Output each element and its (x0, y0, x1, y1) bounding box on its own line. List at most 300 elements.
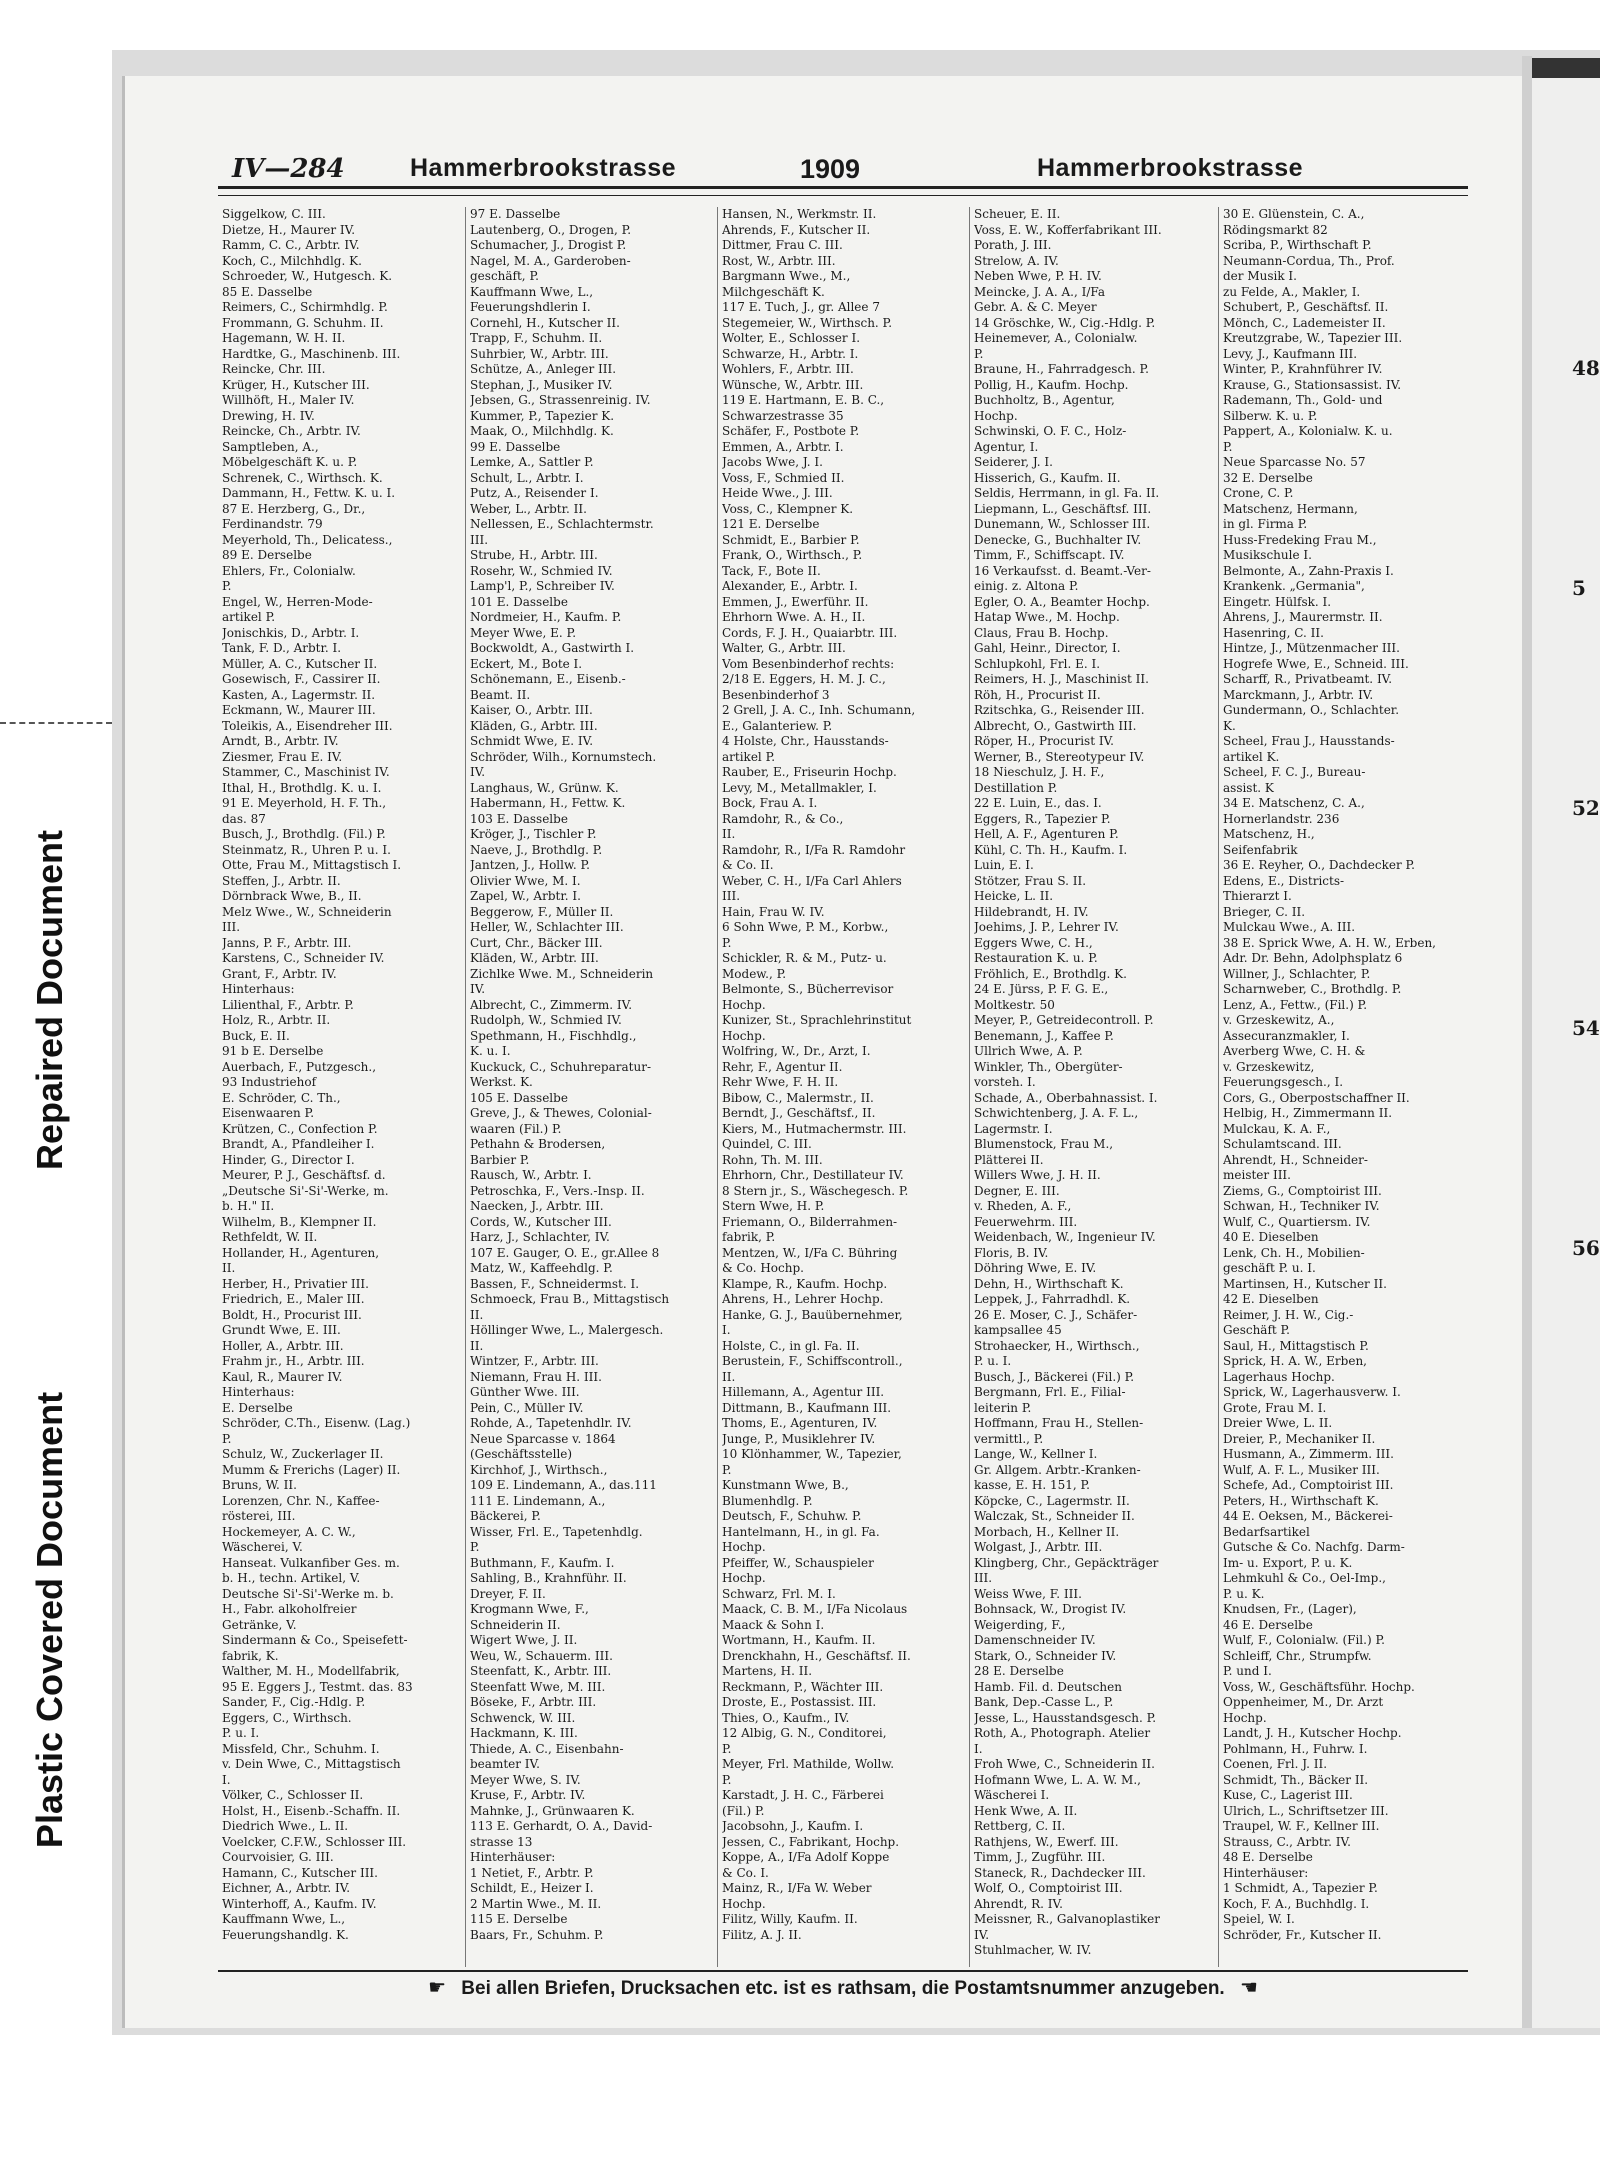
directory-entry: Röh, H., Procurist II. (974, 687, 1101, 702)
directory-entry: Heide Wwe., J. III. (722, 486, 833, 500)
directory-entry: Levy, M., Metallmakler, I. (722, 780, 877, 795)
directory-entry: Winterhoff, A., Kaufm. IV. (222, 1896, 377, 1911)
directory-entry: Buck, E. II. (222, 1028, 290, 1043)
directory-entry: Schmoeck, Frau B., Mittagstisch (470, 1292, 670, 1306)
directory-entry: Trapp, F., Schuhm. II. (470, 331, 603, 345)
directory-entry: 99 E. Dasselbe (470, 439, 561, 454)
directory-entry: 34 E. Matschenz, C. A., (1223, 796, 1365, 810)
directory-entry: Wulf, F., Colonialw. (Fil.) P. (1223, 1633, 1385, 1647)
directory-entry: Lautenberg, O., Drogen, P. (470, 222, 632, 237)
directory-entry: II. (722, 827, 736, 841)
directory-entry: Seldis, Herrmann, in gl. Fa. II. (974, 486, 1160, 500)
page-edge (1522, 56, 1532, 2028)
directory-entry: 117 E. Tuch, J., gr. Allee 7 (722, 300, 880, 314)
directory-entry: Schwinski, O. F. C., Holz- (974, 424, 1127, 438)
directory-entry: geschäft, P. (470, 269, 539, 283)
directory-entry: Petroschka, F., Vers.-Insp. II. (470, 1183, 645, 1198)
directory-entry: Hatap Wwe., M. Hochp. (974, 610, 1120, 624)
directory-entry: III. (470, 532, 489, 547)
directory-entry: Lamp'l, P., Schreiber IV. (470, 579, 615, 593)
directory-entry: 113 E. Gerhardt, O. A., David- (470, 1819, 653, 1833)
directory-entry: Wortmann, H., Kaufm. II. (722, 1633, 876, 1647)
directory-entry: Hochp. (974, 408, 1018, 423)
directory-entry: Cors, G., Oberpostschaffner II. (1223, 1090, 1410, 1105)
directory-entry: Eggers, C., Wirthsch. (222, 1710, 352, 1725)
directory-entry: Missfeld, Chr., Schuhm. I. (222, 1741, 380, 1756)
directory-entry: Ramdohr, R., & Co., (722, 811, 844, 826)
directory-entry: 14 Gröschke, W., Cig.-Hdlg. P. (974, 315, 1156, 330)
directory-entry: Eggers Wwe, C. H., (974, 935, 1093, 950)
directory-entry: Kaul, R., Maurer IV. (222, 1369, 343, 1384)
directory-entry: Greve, J., & Thewes, Colonial- (470, 1106, 652, 1120)
directory-entry: E., Galanteriew. P. (722, 718, 833, 733)
directory-entry: Wulf, C., Quartiersm. IV. (1223, 1214, 1371, 1229)
directory-entry: Schwan, H., Techniker IV. (1223, 1199, 1380, 1213)
directory-entry: Kröger, J., Tischler P. (470, 827, 597, 841)
directory-entry: Matz, W., Kaffeehdlg. P. (470, 1261, 613, 1275)
adjacent-page-fragment (1532, 58, 1600, 2028)
directory-entry: Schütze, A., Anleger III. (470, 362, 617, 376)
directory-entry: Schröder, C.Th., Eisenw. (Lag.) (222, 1416, 411, 1430)
plastic-covered-document-label (10, 1340, 90, 1900)
directory-entry: Jesse, L., Hausstandsgesch. P. (974, 1710, 1157, 1725)
directory-entry: Schönemann, E., Eisenb.- (470, 672, 626, 686)
directory-entry: assist. K (1223, 780, 1274, 795)
directory-entry: Koch, F. A., Buchhdlg. I. (1223, 1896, 1370, 1911)
directory-entry: Wohlers, F., Arbtr. III. (722, 362, 854, 376)
header-rule (218, 186, 1468, 196)
directory-entry: Naecken, J., Arbtr. III. (470, 1199, 604, 1213)
directory-entry: Dittmann, B., Kaufmann III. (722, 1400, 892, 1415)
directory-entry: 91 b E. Derselbe (222, 1044, 324, 1058)
directory-entry: Ehrhorn Wwe. A. H., II. (722, 610, 866, 624)
directory-entry: Blumenhdlg. P. (722, 1493, 813, 1508)
directory-entry: Adr. Dr. Behn, Adolphsplatz 6 (1223, 951, 1403, 965)
directory-entry: Feuerungshdlerin I. (470, 300, 591, 314)
directory-entry: Klingberg, Chr., Gepäckträger (974, 1555, 1159, 1570)
directory-entry: 30 E. Glüenstein, C. A., (1223, 207, 1365, 221)
directory-entry: Gutsche & Co. Nachfg. Darm- (1223, 1540, 1405, 1554)
directory-entry: Langhaus, W., Grünw. K. (470, 780, 619, 795)
adjacent-number: 52 (1572, 796, 1600, 820)
directory-entry: 1 Netiet, F., Arbtr. P. (470, 1865, 594, 1880)
directory-entry: Joehims, J. P., Lehrer IV. (974, 920, 1119, 934)
directory-entry: Kuse, C., Lagerist III. (1223, 1788, 1353, 1802)
directory-entry: Voss, F., Schmied II. (722, 470, 845, 485)
directory-entry: Döhring Wwe, E. IV. (974, 1261, 1097, 1275)
repaired-document-label (10, 700, 90, 1300)
directory-entry: Harz, J., Schlachter, IV. (470, 1230, 610, 1244)
directory-entry: Kunizer, St., Sprachlehrinstitut (722, 1013, 912, 1027)
directory-entry: Mentzen, W., I/Fa C. Bühring (722, 1245, 898, 1260)
directory-entry: Hantelmann, H., in gl. Fa. (722, 1524, 880, 1539)
directory-entry: Edens, E., Districts- (1223, 873, 1345, 888)
directory-entry: Scheuer, E. II. (974, 207, 1061, 221)
directory-entry: Willner, J., Schlachter, P. (1223, 966, 1371, 981)
directory-entry: Bockwoldt, A., Gastwirth I. (470, 641, 635, 655)
directory-entry: Bergmann, Frl. E., Filial- (974, 1385, 1126, 1399)
directory-entry: Holste, C., in gl. Fa. II. (722, 1338, 860, 1353)
directory-entry: 93 Industriehof (222, 1075, 317, 1089)
directory-entry: Hoffmann, Frau H., Stellen- (974, 1416, 1144, 1430)
directory-entry: P. u. I. (222, 1726, 260, 1740)
directory-entry: I. (722, 1323, 731, 1337)
directory-entry: Reimers, H. J., Maschinist II. (974, 672, 1149, 686)
directory-entry: Holz, R., Arbtr. II. (222, 1013, 331, 1027)
directory-entry: Köpcke, C., Lagermstr. II. (974, 1493, 1130, 1508)
directory-entry: Auerbach, F., Putzgesch., (222, 1059, 377, 1074)
directory-entry: Stegemeier, W., Wirthsch. P. (722, 315, 893, 330)
directory-entry: Restauration K. u. P. (974, 951, 1098, 965)
directory-entry: Levy, J., Kaufmann III. (1223, 346, 1358, 361)
directory-entry: 2/18 E. Eggers, H. M. J. C., (722, 672, 886, 686)
directory-entry: Hinterhäuser: (470, 1850, 556, 1864)
directory-entry: 121 E. Derselbe (722, 517, 820, 531)
directory-entry: Reincke, Ch., Arbtr. IV. (222, 424, 361, 438)
directory-entry: Benemann, J., Kaffee P. (974, 1028, 1114, 1043)
directory-entry: P. und I. (1223, 1664, 1272, 1678)
directory-entry: Rohn, Th. M. III. (722, 1152, 823, 1167)
directory-entry: 12 Albig, G. N., Conditorei, (722, 1726, 887, 1740)
directory-entry: III. (222, 920, 241, 934)
page-footer (218, 1975, 1468, 2000)
directory-entry: Wünsche, W., Arbtr. III. (722, 377, 864, 392)
directory-entry: Willers Wwe, J. H. II. (974, 1168, 1101, 1182)
directory-entry: Habermann, H., Fettw. K. (470, 796, 626, 810)
directory-entry: Grote, Frau M. I. (1223, 1400, 1327, 1415)
column-divider (465, 207, 466, 1967)
directory-entry: Emmen, A., Arbtr. I. (722, 439, 844, 454)
directory-entry: Kläden, W., Arbtr. III. (470, 951, 599, 965)
directory-entry: P. u. K. (1223, 1586, 1265, 1601)
directory-entry: Hockemeyer, A. C. W., (222, 1524, 356, 1539)
directory-entry: Bargmann Wwe., M., (722, 269, 851, 283)
directory-entry: Mumm & Frerichs (Lager) II. (222, 1462, 401, 1477)
directory-entry: III. (974, 1571, 993, 1585)
directory-entry: Pfeiffer, W., Schauspieler (722, 1555, 874, 1570)
directory-entry: Seifenfabrik (1223, 842, 1298, 857)
directory-entry: 109 E. Lindemann, A., das.111 (470, 1478, 657, 1492)
directory-entry: Zichlke Wwe. M., Schneiderin (470, 966, 654, 981)
directory-entry: H., Fabr. alkoholfreier (222, 1602, 357, 1616)
directory-entry: Sahling, B., Krahnführ. II. (470, 1571, 627, 1585)
directory-entry: Toleikis, A., Eisendreher III. (222, 718, 393, 733)
directory-entry: Dreier, P., Mechaniker II. (1223, 1431, 1376, 1446)
directory-entry: Ziems, G., Comptoirist III. (1223, 1183, 1382, 1198)
directory-entry: Schäfer, F., Postbote P. (722, 424, 860, 438)
directory-entry: 24 E. Jürss, P. F. G. E., (974, 982, 1109, 996)
directory-entry: Wolgast, J., Arbtr. III. (974, 1540, 1103, 1554)
directory-entry: Frahm jr., H., Arbtr. III. (222, 1354, 365, 1368)
directory-entry: Krogmann Wwe, F., (470, 1602, 589, 1616)
directory-entry: Filitz, Willy, Kaufm. II. (722, 1912, 858, 1926)
directory-entry: Marckmann, J., Arbtr. IV. (1223, 687, 1374, 702)
directory-entry: Friedrich, E., Maler III. (222, 1292, 365, 1306)
directory-entry: Kauffmann Wwe, L., (222, 1912, 346, 1926)
directory-entry: Baars, Fr., Schuhm. P. (470, 1927, 604, 1942)
directory-entry: Jacobs Wwe, J. I. (722, 455, 823, 469)
directory-entry: Krützen, C., Confection P. (222, 1121, 378, 1136)
directory-entry: artikel P. (222, 610, 276, 624)
directory-entry: Hochp. (722, 1028, 766, 1043)
directory-entry: Schleiff, Chr., Strumpfw. (1223, 1648, 1372, 1663)
directory-entry: K. (1223, 718, 1236, 733)
directory-entry: Melz Wwe., W., Schneiderin (222, 904, 392, 919)
directory-entry: Eisenwaaren P. (222, 1106, 315, 1120)
directory-column-2 (470, 207, 705, 1967)
directory-entry: Niemann, Frau H. III. (470, 1369, 602, 1384)
directory-entry: Schwarze, H., Arbtr. I. (722, 346, 859, 361)
directory-entry: 115 E. Derselbe (470, 1912, 568, 1926)
column-divider (717, 207, 718, 1967)
directory-entry: 95 E. Eggers J., Testmt. das. 83 (222, 1679, 413, 1694)
adjacent-number: 48 (1572, 356, 1600, 380)
directory-entry: Wolter, E., Schlosser I. (722, 331, 861, 345)
column-divider (969, 207, 970, 1967)
directory-entry: Kunstmann Wwe, B., (722, 1478, 849, 1492)
directory-entry: Otte, Frau M., Mittagstisch I. (222, 858, 402, 872)
directory-entry: Belmonte, S., Bücherrevisor (722, 982, 894, 996)
directory-entry: Arndt, B., Arbtr. IV. (222, 734, 339, 748)
directory-entry: Hanseat. Vulkanfiber Ges. m. (222, 1555, 400, 1570)
directory-entry: Wintzer, F., Arbtr. III. (470, 1354, 599, 1368)
directory-entry: Ahrens, H., Lehrer Hochp. (722, 1292, 884, 1306)
directory-entry: Lenz, A., Fettw., (Fil.) P. (1223, 997, 1368, 1012)
directory-entry: Busch, J., Bäckerei (Fil.) P. (974, 1369, 1135, 1384)
directory-entry: Willhöft, H., Maler IV. (222, 393, 355, 407)
directory-entry: artikel K. (1223, 749, 1280, 764)
directory-entry: Holst, H., Eisenb.-Schaffn. II. (222, 1803, 401, 1818)
adjacent-number: 54 (1572, 1016, 1600, 1040)
directory-entry: Feuerwehrm. III. (974, 1214, 1078, 1229)
directory-entry: 91 E. Meyerhold, H. F. Th., (222, 796, 387, 810)
directory-entry: „Deutsche Si'-Si'-Werke, m. (222, 1183, 389, 1198)
directory-entry: Karstens, C., Schneider IV. (222, 951, 385, 965)
directory-entry: Hain, Frau W. IV. (722, 904, 825, 919)
directory-entry: Ramdohr, R., I/Fa R. Ramdohr (722, 842, 906, 857)
directory-entry: Steinmatz, R., Uhren P. u. I. (222, 842, 391, 857)
directory-entry: Pethahn & Brodersen, (470, 1137, 606, 1151)
directory-entry: Mulckau, K. A. F., (1223, 1121, 1331, 1136)
directory-entry: Dittmer, Frau C. III. (722, 238, 843, 252)
directory-entry: waaren (Fil.) P. (470, 1121, 562, 1136)
directory-entry: Martens, H. II. (722, 1664, 813, 1678)
directory-entry: Weber, L., Arbtr. II. (470, 501, 587, 516)
directory-entry: 16 Verkaufsst. d. Beamt.-Ver- (974, 563, 1151, 578)
directory-entry: Luin, E. I. (974, 858, 1034, 872)
directory-entry: Lagermstr. I. (974, 1121, 1053, 1136)
directory-entry: 48 E. Derselbe (1223, 1850, 1313, 1864)
page-number: IV—284 (232, 154, 345, 184)
directory-entry: Schroeder, W., Hutgesch. K. (222, 269, 393, 283)
directory-entry: Walther, M. H., Modellfabrik, (222, 1664, 400, 1678)
directory-entry: Crone, C. P. (1223, 486, 1294, 500)
directory-entry: Spethmann, H., Fischhdlg., (470, 1028, 637, 1043)
directory-entry: Morbach, H., Kellner II. (974, 1524, 1120, 1539)
directory-entry: kampsallee 45 (974, 1323, 1062, 1337)
directory-entry: Rettberg, C. II. (974, 1819, 1066, 1833)
directory-entry: Besenbinderhof 3 (722, 687, 830, 702)
directory-entry: Wisser, Frl. E., Tapetenhdlg. (470, 1524, 643, 1539)
directory-entry: Ramm, C. C., Arbtr. IV. (222, 238, 360, 252)
directory-entry: Zapel, W., Arbtr. I. (470, 889, 581, 903)
directory-entry: 22 E. Luin, E., das. I. (974, 796, 1102, 810)
directory-entry: Schmidt, Th., Bäcker II. (1223, 1772, 1369, 1787)
directory-entry: Schade, A., Oberbahnassist. I. (974, 1090, 1158, 1105)
directory-entry: IV. (470, 765, 486, 779)
directory-entry: Ehlers, Fr., Colonialw. (222, 563, 356, 578)
directory-entry: Ullrich Wwe, A. P. (974, 1044, 1083, 1058)
directory-entry: Ahrendt, H., Schneider- (1223, 1152, 1368, 1167)
directory-entry: Alexander, E., Arbtr. I. (722, 579, 858, 593)
directory-entry: Jessen, C., Fabrikant, Hochp. (722, 1834, 900, 1849)
directory-entry: Samptleben, A., (222, 439, 319, 454)
directory-entry: Weidenbach, W., Ingenieur IV. (974, 1230, 1156, 1244)
directory-entry: Froh Wwe, C., Schneiderin II. (974, 1757, 1155, 1771)
directory-entry: Hasenring, C. II. (1223, 625, 1324, 640)
directory-entry: Im- u. Export, P. u. K. (1223, 1555, 1353, 1570)
directory-entry: P. (974, 346, 984, 361)
directory-entry: Modew., P. (722, 966, 787, 981)
directory-entry: 32 E. Derselbe (1223, 470, 1313, 485)
directory-entry: E. Derselbe (222, 1400, 293, 1415)
directory-entry: Lagerhaus Hochp. (1223, 1369, 1335, 1384)
directory-entry: Bock, Frau A. I. (722, 796, 818, 810)
directory-entry: Bruns, W. II. (222, 1478, 297, 1492)
directory-entry: Holler, A., Arbtr. III. (222, 1338, 344, 1353)
directory-entry: Saul, H., Mittagstisch P. (1223, 1338, 1369, 1353)
directory-entry: Neue Sparcasse v. 1864 (470, 1431, 616, 1446)
directory-column-5 (1223, 207, 1468, 1967)
directory-entry: Olivier Wwe, M. I. (470, 873, 581, 888)
directory-entry: P. (1223, 439, 1233, 454)
directory-entry: Ziesmer, Frau E. IV. (222, 749, 343, 764)
directory-entry: Damenschneider IV. (974, 1633, 1096, 1647)
directory-entry: Huss-Fredeking Frau M., (1223, 532, 1377, 547)
directory-entry: Meyerhold, Th., Delicatess., (222, 532, 393, 547)
directory-entry: Dreyer, F. II. (470, 1586, 546, 1601)
directory-entry: 10 Klönhammer, W., Tapezier, (722, 1447, 902, 1461)
directory-entry: Rödingsmarkt 82 (1223, 222, 1328, 237)
directory-entry: Tack, F., Bote II. (722, 563, 821, 578)
directory-entry: Hochp. (722, 1540, 766, 1554)
directory-entry: Meincke, J. A. A., I/Fa (974, 284, 1106, 299)
directory-entry: 8 Stern jr., S., Wäschegesch. P. (722, 1183, 909, 1198)
directory-entry: Stephan, J., Musiker IV. (470, 377, 613, 392)
directory-entry: 1 Schmidt, A., Tapezier P. (1223, 1881, 1378, 1895)
directory-entry: Quindel, C. III. (722, 1137, 812, 1151)
directory-entry: Rademann, Th., Gold- und (1223, 393, 1383, 407)
directory-entry: 105 E. Dasselbe (470, 1090, 568, 1105)
directory-entry: 119 E. Hartmann, E. B. C., (722, 393, 885, 407)
directory-entry: 89 E. Derselbe (222, 548, 312, 562)
directory-entry: Friemann, O., Bilderrahmen- (722, 1214, 898, 1229)
directory-entry: Pein, C., Müller IV. (470, 1400, 584, 1415)
directory-entry: & Co. Hochp. (722, 1261, 804, 1275)
directory-entry: 6 Sohn Wwe, P. M., Korbw., (722, 920, 889, 934)
directory-entry: III. (722, 889, 741, 903)
directory-entry: Hanke, G. J., Bauübernehmer, (722, 1307, 903, 1322)
directory-entry: Pohlmann, H., Fuhrw. I. (1223, 1741, 1368, 1756)
directory-entry: P. (722, 1462, 732, 1477)
directory-entry: E. Schröder, C. Th., (222, 1090, 341, 1105)
directory-entry: Hochp. (722, 997, 766, 1012)
directory-entry: Hackmann, K. III. (470, 1726, 578, 1740)
directory-entry: Matschenz, H., (1223, 827, 1315, 841)
directory-entry: v. Grzeskewitz, A., (1223, 1013, 1335, 1027)
directory-entry: Curt, Chr., Bäcker III. (470, 935, 603, 950)
directory-entry: Walczak, St., Schneider II. (974, 1509, 1135, 1523)
directory-entry: Neumann-Cordua, Th., Prof. (1223, 253, 1395, 268)
directory-entry: geschäft P. u. I. (1223, 1261, 1316, 1275)
directory-entry: Jantzen, J., Hollw. P. (470, 858, 590, 872)
directory-entry: Pappert, A., Kolonialw. K. u. (1223, 424, 1393, 438)
directory-entry: (Fil.) P. (722, 1803, 765, 1818)
directory-entry: Eggers, R., Tapezier P. (974, 811, 1111, 826)
directory-entry: Peters, H., Wirthschaft K. (1223, 1493, 1379, 1508)
directory-entry: Liepmann, L., Geschäftsf. III. (974, 501, 1152, 516)
directory-entry: 107 E. Gauger, O. E., gr.Allee 8 (470, 1245, 660, 1260)
directory-entry: Schwichtenberg, J. A. F. L., (974, 1106, 1139, 1120)
directory-entry: Hornerlandstr. 236 (1223, 811, 1340, 826)
directory-entry: Wulf, A. F. L., Musiker III. (1223, 1462, 1380, 1477)
directory-entry: P. (222, 1431, 232, 1446)
directory-entry: Heinemever, A., Colonialw. (974, 331, 1138, 345)
directory-entry: Ehrhorn, Chr., Destillateur IV. (722, 1168, 904, 1182)
directory-entry: Kummer, P., Tapezier K. (470, 408, 615, 423)
directory-entry: 42 E. Dieselben (1223, 1292, 1319, 1306)
directory-entry: Drewing, H. IV. (222, 408, 315, 423)
directory-entry: Neue Sparcasse No. 57 (1223, 455, 1366, 469)
directory-entry: Voss, C., Klempner K. (722, 501, 854, 516)
directory-entry: Cords, W., Kutscher III. (470, 1214, 612, 1229)
directory-entry: P. (222, 579, 232, 593)
directory-entry: Junge, P., Musiklehrer IV. (722, 1431, 876, 1446)
directory-entry: Kläden, G., Arbtr. III. (470, 718, 598, 733)
directory-entry: Deutsch, F., Schuhw. P. (722, 1509, 862, 1523)
directory-entry: Scheel, Frau J., Hausstands- (1223, 734, 1395, 748)
directory-entry: & Co. I. (722, 1865, 769, 1880)
directory-entry: & Co. II. (722, 858, 774, 872)
directory-entry: Scheel, F. C. J., Bureau- (1223, 765, 1366, 779)
directory-entry: Lilienthal, F., Arbtr. P. (222, 997, 354, 1012)
directory-entry: Kuckuck, C., Schuhreparatur- (470, 1059, 652, 1074)
directory-entry: 26 E. Moser, C. J., Schäfer- (974, 1307, 1138, 1322)
directory-entry: rösterei, III. (222, 1509, 296, 1523)
directory-entry: Kiers, M., Hutmachermstr. III. (722, 1121, 907, 1136)
directory-entry: Knudsen, Fr., (Lager), (1223, 1602, 1357, 1616)
directory-entry: Grant, F., Arbtr. IV. (222, 966, 337, 981)
directory-entry: Eckmann, W., Maurer III. (222, 703, 376, 717)
street-name-left: Hammerbrookstrasse (410, 154, 677, 182)
directory-entry: 28 E. Derselbe (974, 1664, 1064, 1678)
directory-entry: in gl. Firma P. (1223, 517, 1308, 531)
directory-entry: Weiss Wwe, F. III. (974, 1586, 1082, 1601)
directory-entry: Meurer, P. J., Geschäftsf. d. (222, 1168, 386, 1182)
directory-entry: Helbig, H., Zimmermann II. (1223, 1106, 1393, 1120)
directory-entry: 2 Martin Wwe., M. II. (470, 1896, 602, 1911)
directory-entry: Völker, C., Schlosser II. (222, 1788, 364, 1802)
directory-entry: 4 Holste, Chr., Hausstands- (722, 734, 889, 748)
directory-entry: IV. (974, 1927, 990, 1942)
directory-entry: Schlupkohl, Frl. E. I. (974, 656, 1101, 671)
directory-entry: Henk Wwe, A. II. (974, 1803, 1078, 1818)
directory-entry: Destillation P. (974, 780, 1058, 795)
directory-entry: Hell, A. F., Agenturen P. (974, 827, 1119, 841)
directory-entry: Schneiderin II. (470, 1617, 561, 1632)
directory-entry: Naeve, J., Brothdlg. P. (470, 842, 603, 857)
directory-entry: Nellessen, E., Schlachtermstr. (470, 517, 654, 531)
